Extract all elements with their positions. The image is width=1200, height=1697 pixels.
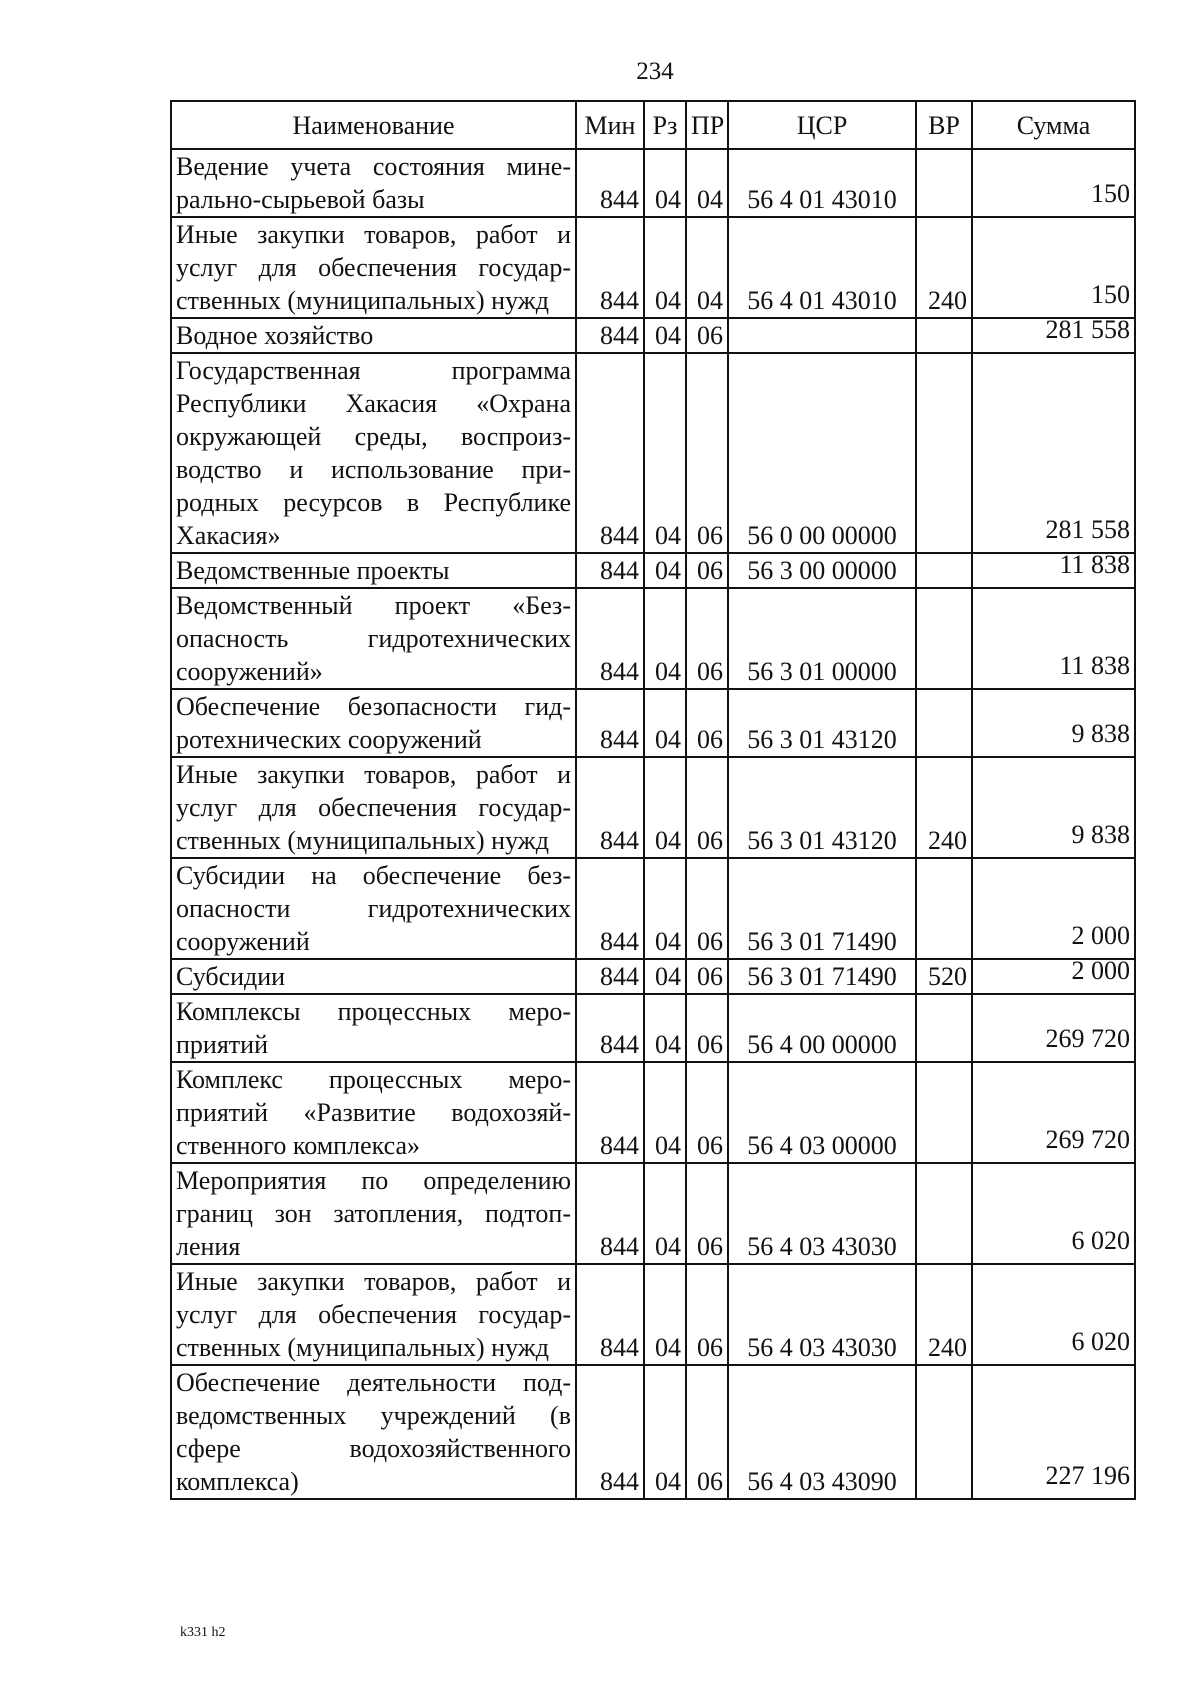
cell-rz: 04 bbox=[644, 553, 686, 588]
cell-csr: 56 4 01 43010 bbox=[728, 149, 916, 217]
cell-csr: 56 4 03 43030 bbox=[728, 1163, 916, 1264]
cell-min: 844 bbox=[576, 588, 644, 689]
header-csr: ЦСР bbox=[728, 101, 916, 149]
sum-value: 2 000 bbox=[1071, 956, 1130, 985]
cell-csr: 56 3 01 71490 bbox=[728, 858, 916, 959]
header-sum: Сумма bbox=[972, 101, 1135, 149]
cell-vr bbox=[916, 1365, 972, 1499]
cell-min: 844 bbox=[576, 689, 644, 757]
header-name: Наименование bbox=[171, 101, 576, 149]
cell-csr: 56 3 01 43120 bbox=[728, 689, 916, 757]
cell-pr: 06 bbox=[686, 1264, 728, 1365]
cell-csr: 56 4 03 00000 bbox=[728, 1062, 916, 1163]
cell-name: Ведомственные проекты bbox=[171, 553, 576, 588]
cell-name: Иные закупки товаров, работ и услуг для обеспечения государ-ственных (муниципальных) нужд bbox=[171, 217, 576, 318]
cell-sum bbox=[972, 353, 1135, 553]
cell-pr: 06 bbox=[686, 994, 728, 1062]
cell-min: 844 bbox=[576, 757, 644, 858]
cell-pr: 06 bbox=[686, 689, 728, 757]
cell-rz: 04 bbox=[644, 1163, 686, 1264]
cell-min: 844 bbox=[576, 1062, 644, 1163]
sum-value: 269 720 bbox=[1045, 1125, 1130, 1154]
cell-csr: 56 4 03 43030 bbox=[728, 1264, 916, 1365]
cell-name: Субсидии bbox=[171, 959, 576, 994]
cell-pr: 06 bbox=[686, 1365, 728, 1499]
footer-code: k331 h2 bbox=[180, 1625, 226, 1640]
cell-min: 844 bbox=[576, 1163, 644, 1264]
cell-rz: 04 bbox=[644, 994, 686, 1062]
sum-value: 227 196 bbox=[1045, 1461, 1130, 1490]
table-row bbox=[171, 757, 1135, 858]
cell-name: Иные закупки товаров, работ и услуг для обеспечения государ-ственных (муниципальных) нужд bbox=[171, 1264, 576, 1365]
cell-pr: 06 bbox=[686, 757, 728, 858]
table-row bbox=[171, 353, 1135, 553]
cell-pr: 04 bbox=[686, 149, 728, 217]
table-row bbox=[171, 588, 1135, 689]
table-row bbox=[171, 689, 1135, 757]
cell-vr bbox=[916, 1062, 972, 1163]
cell-rz: 04 bbox=[644, 1062, 686, 1163]
cell-rz: 04 bbox=[644, 858, 686, 959]
sum-value: 2 000 bbox=[1071, 921, 1130, 950]
cell-rz: 04 bbox=[644, 353, 686, 553]
cell-pr: 06 bbox=[686, 1163, 728, 1264]
cell-min: 844 bbox=[576, 994, 644, 1062]
cell-min: 844 bbox=[576, 1365, 644, 1499]
cell-rz: 04 bbox=[644, 588, 686, 689]
sum-value: 269 720 bbox=[1045, 1024, 1130, 1053]
budget-table bbox=[170, 100, 1136, 1500]
sum-value: 9 838 bbox=[1071, 719, 1130, 748]
cell-sum bbox=[972, 217, 1135, 318]
cell-sum bbox=[972, 1062, 1135, 1163]
cell-vr bbox=[916, 588, 972, 689]
table-row bbox=[171, 217, 1135, 318]
cell-vr: 240 bbox=[916, 1264, 972, 1365]
cell-vr: 520 bbox=[916, 959, 972, 994]
cell-sum bbox=[972, 1365, 1135, 1499]
sum-value: 11 838 bbox=[1059, 550, 1130, 579]
cell-rz: 04 bbox=[644, 689, 686, 757]
cell-vr: 240 bbox=[916, 757, 972, 858]
cell-vr: 240 bbox=[916, 217, 972, 318]
cell-pr: 06 bbox=[686, 1062, 728, 1163]
cell-name: Комплексы процессных меро-приятий bbox=[171, 994, 576, 1062]
cell-rz: 04 bbox=[644, 959, 686, 994]
header-pr: ПР bbox=[686, 101, 728, 149]
cell-sum bbox=[972, 956, 1135, 994]
cell-min: 844 bbox=[576, 353, 644, 553]
cell-rz: 04 bbox=[644, 149, 686, 217]
header-vr: ВР bbox=[916, 101, 972, 149]
cell-min: 844 bbox=[576, 217, 644, 318]
table-row bbox=[171, 1062, 1135, 1163]
cell-vr bbox=[916, 318, 972, 353]
cell-sum bbox=[972, 1264, 1135, 1365]
cell-pr: 04 bbox=[686, 217, 728, 318]
header-min: Мин bbox=[576, 101, 644, 149]
table-row bbox=[171, 1264, 1135, 1365]
table-row bbox=[171, 318, 1135, 353]
table-row bbox=[171, 1163, 1135, 1264]
cell-vr bbox=[916, 149, 972, 217]
header-rz: Рз bbox=[644, 101, 686, 149]
cell-vr bbox=[916, 858, 972, 959]
cell-sum bbox=[972, 315, 1135, 353]
cell-min: 844 bbox=[576, 1264, 644, 1365]
cell-name: Ведение учета состояния мине-рально-сырьевой базы bbox=[171, 149, 576, 217]
cell-name: Водное хозяйство bbox=[171, 318, 576, 353]
table-row bbox=[171, 858, 1135, 959]
sum-value: 9 838 bbox=[1071, 820, 1130, 849]
cell-vr bbox=[916, 353, 972, 553]
cell-sum bbox=[972, 550, 1135, 588]
cell-min: 844 bbox=[576, 858, 644, 959]
cell-name: Комплекс процессных меро-приятий «Развитие водохозяй-ственного комплекса» bbox=[171, 1062, 576, 1163]
cell-sum bbox=[972, 858, 1135, 959]
cell-csr: 56 3 01 00000 bbox=[728, 588, 916, 689]
cell-vr bbox=[916, 1163, 972, 1264]
cell-rz: 04 bbox=[644, 318, 686, 353]
cell-sum bbox=[972, 1163, 1135, 1264]
cell-min: 844 bbox=[576, 959, 644, 994]
cell-sum bbox=[972, 689, 1135, 757]
table-row bbox=[171, 553, 1135, 588]
cell-csr bbox=[728, 318, 916, 353]
table-row bbox=[171, 994, 1135, 1062]
cell-min: 844 bbox=[576, 318, 644, 353]
cell-vr bbox=[916, 994, 972, 1062]
table-row bbox=[171, 959, 1135, 994]
sum-value: 281 558 bbox=[1045, 315, 1130, 344]
cell-csr: 56 4 03 43090 bbox=[728, 1365, 916, 1499]
cell-sum bbox=[972, 757, 1135, 858]
cell-csr: 56 3 00 00000 bbox=[728, 553, 916, 588]
table-row bbox=[171, 1365, 1135, 1499]
sum-value: 6 020 bbox=[1071, 1226, 1130, 1255]
sum-value: 281 558 bbox=[1045, 515, 1130, 544]
header-row bbox=[171, 101, 1135, 149]
cell-sum bbox=[972, 149, 1135, 217]
cell-min: 844 bbox=[576, 149, 644, 217]
cell-name: Государственная программа Республики Хакасия «Охрана окружающей среды, воспроиз-водство и использование при-родных ресурсов в Республике Хакасия» bbox=[171, 353, 576, 553]
sum-value: 11 838 bbox=[1059, 651, 1130, 680]
cell-name: Обеспечение деятельности под-ведомственных учреждений (в сфере водохозяйственного комплекса) bbox=[171, 1365, 576, 1499]
cell-csr: 56 3 01 43120 bbox=[728, 757, 916, 858]
cell-rz: 04 bbox=[644, 1264, 686, 1365]
cell-sum bbox=[972, 994, 1135, 1062]
cell-name: Ведомственный проект «Без-опасность гидротехнических сооружений» bbox=[171, 588, 576, 689]
cell-name: Мероприятия по определению границ зон затопления, подтоп-ления bbox=[171, 1163, 576, 1264]
cell-vr bbox=[916, 553, 972, 588]
cell-sum bbox=[972, 588, 1135, 689]
cell-min: 844 bbox=[576, 553, 644, 588]
cell-pr: 06 bbox=[686, 318, 728, 353]
cell-csr: 56 4 00 00000 bbox=[728, 994, 916, 1062]
cell-pr: 06 bbox=[686, 553, 728, 588]
sum-value: 150 bbox=[1091, 280, 1130, 309]
cell-rz: 04 bbox=[644, 217, 686, 318]
cell-rz: 04 bbox=[644, 1365, 686, 1499]
page-number: 234 bbox=[636, 58, 674, 85]
cell-name: Субсидии на обеспечение без-опасности гидротехнических сооружений bbox=[171, 858, 576, 959]
cell-pr: 06 bbox=[686, 353, 728, 553]
sum-value: 150 bbox=[1091, 179, 1130, 208]
cell-pr: 06 bbox=[686, 858, 728, 959]
cell-vr bbox=[916, 689, 972, 757]
cell-rz: 04 bbox=[644, 757, 686, 858]
cell-csr: 56 4 01 43010 bbox=[728, 217, 916, 318]
cell-pr: 06 bbox=[686, 588, 728, 689]
cell-csr: 56 0 00 00000 bbox=[728, 353, 916, 553]
cell-csr: 56 3 01 71490 bbox=[728, 959, 916, 994]
cell-name: Иные закупки товаров, работ и услуг для обеспечения государ-ственных (муниципальных) нужд bbox=[171, 757, 576, 858]
table-row bbox=[171, 149, 1135, 217]
sum-value: 6 020 bbox=[1071, 1327, 1130, 1356]
cell-name: Обеспечение безопасности гид-ротехнических сооружений bbox=[171, 689, 576, 757]
cell-pr: 06 bbox=[686, 959, 728, 994]
